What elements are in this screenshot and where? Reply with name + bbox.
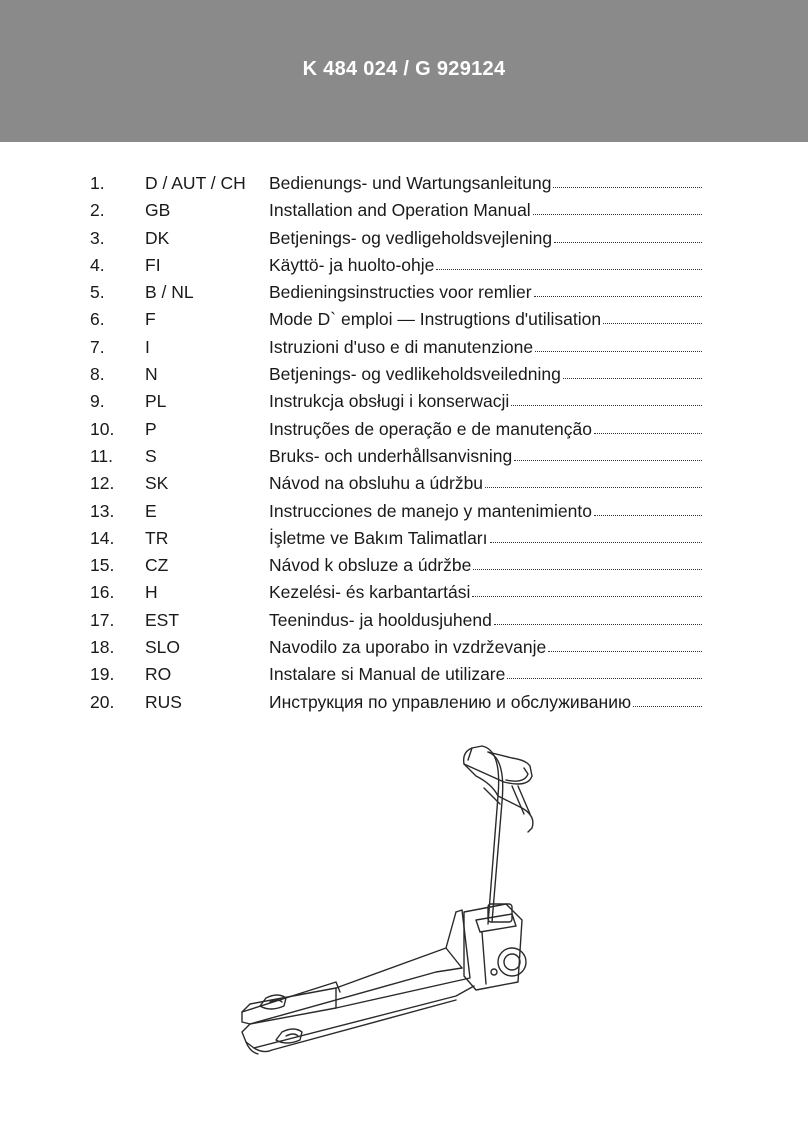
toc-language-code: GB	[145, 200, 171, 221]
dot-leader	[533, 210, 702, 215]
toc-number: 16.	[90, 582, 115, 603]
toc-title: İşletme ve Bakım Talimatları	[269, 527, 488, 548]
toc-row[interactable]	[90, 661, 702, 688]
dot-leader	[494, 620, 702, 625]
toc-number: 3.	[90, 227, 105, 248]
toc-language-code: PL	[145, 391, 167, 412]
toc-language-code: E	[145, 500, 157, 521]
dot-leader	[594, 429, 702, 434]
dot-leader	[514, 456, 702, 461]
toc-title: Kezelési- és karbantartási	[269, 582, 471, 603]
toc-row[interactable]	[90, 334, 702, 361]
dot-leader	[535, 347, 702, 352]
toc-language-code: F	[145, 309, 156, 330]
toc-language-code: SLO	[145, 637, 181, 658]
toc-number: 13.	[90, 500, 115, 521]
dot-leader	[548, 647, 702, 652]
dot-leader	[603, 319, 702, 324]
toc-row[interactable]	[90, 525, 702, 552]
toc-title: Teenindus- ja hooldusjuhend	[269, 609, 492, 630]
toc-row[interactable]	[90, 634, 702, 661]
toc-language-code: CZ	[145, 555, 169, 576]
toc-row[interactable]	[90, 170, 702, 197]
toc-row[interactable]	[90, 225, 702, 252]
dot-leader	[472, 592, 702, 597]
toc-title: Installation and Operation Manual	[269, 200, 531, 221]
toc-row[interactable]	[90, 197, 702, 224]
toc-number: 12.	[90, 473, 115, 494]
toc-language-code: I	[145, 336, 150, 357]
pallet-truck-icon	[236, 736, 548, 1060]
toc-number: 9.	[90, 391, 105, 412]
toc-language-code: B / NL	[145, 282, 194, 303]
toc-row[interactable]	[90, 470, 702, 497]
toc-number: 15.	[90, 555, 115, 576]
toc-language-code: SK	[145, 473, 169, 494]
toc-title: Käyttö- ja huolto-ohje	[269, 254, 435, 275]
toc-title: Bedieningsinstructies voor remlier	[269, 282, 532, 303]
toc-title: Bruks- och underhållsanvisning	[269, 445, 513, 466]
toc-row[interactable]	[90, 361, 702, 388]
toc-title: Instalare si Manual de utilizare	[269, 664, 506, 685]
toc-number: 1.	[90, 173, 105, 193]
toc-language-code: N	[145, 364, 158, 385]
toc-row[interactable]	[90, 689, 702, 716]
toc-number: 18.	[90, 637, 115, 658]
dot-leader	[563, 374, 702, 379]
toc-number: 14.	[90, 527, 115, 548]
header-bar	[0, 0, 808, 142]
toc-row[interactable]	[90, 443, 702, 470]
toc-row[interactable]	[90, 252, 702, 279]
dot-leader	[633, 702, 702, 707]
toc-number: 11.	[90, 445, 114, 466]
dot-leader	[594, 511, 702, 516]
table-of-contents	[90, 170, 702, 716]
toc-language-code: DK	[145, 227, 170, 248]
toc-number: 8.	[90, 364, 105, 385]
dot-leader	[507, 674, 702, 679]
dot-leader	[534, 292, 702, 297]
toc-title: Návod na obsluhu a údržbu	[269, 473, 484, 494]
pallet-truck-illustration	[236, 736, 548, 1060]
toc-row[interactable]	[90, 579, 702, 606]
toc-language-code: RO	[145, 664, 172, 685]
toc-row[interactable]	[90, 388, 702, 415]
toc-title: Mode D` emploi — Instrugtions d'utilisation	[269, 309, 602, 330]
toc-language-code: P	[145, 418, 157, 439]
toc-title: Instrucciones de manejo y mantenimiento	[269, 500, 592, 521]
toc-title: Betjenings- og vedlikeholdsveiledning	[269, 364, 561, 385]
toc-language-code: S	[145, 445, 157, 466]
toc-language-code: D / AUT / CH	[145, 173, 246, 193]
dot-leader	[554, 238, 702, 243]
toc-title: Instrukcja obsługi i konserwacji	[269, 391, 510, 412]
toc-number: 6.	[90, 309, 105, 330]
dot-leader	[511, 401, 702, 406]
toc-title: Bedienungs- und Wartungsanleitung	[269, 173, 552, 193]
dot-leader	[490, 538, 703, 543]
toc-number: 2.	[90, 200, 105, 221]
toc-title: Betjenings- og vedligeholdsvejlening	[269, 227, 553, 248]
toc-title: Instruções de operação e de manutenção	[269, 418, 592, 439]
toc-row[interactable]	[90, 498, 702, 525]
dot-leader	[436, 265, 702, 270]
toc-row[interactable]	[90, 607, 702, 634]
toc-title: Istruzioni d'uso e di manutenzione	[269, 336, 534, 357]
toc-number: 4.	[90, 254, 105, 275]
toc-row[interactable]	[90, 306, 702, 333]
toc-number: 19.	[90, 664, 115, 685]
dot-leader	[473, 565, 702, 570]
toc-language-code: FI	[145, 254, 161, 275]
toc-title: Navodilo za uporabo in vzdrževanje	[269, 637, 547, 658]
toc-number: 7.	[90, 336, 105, 357]
toc-language-code: EST	[145, 609, 180, 630]
toc-title: Návod k obsluze a údržbe	[269, 555, 472, 576]
toc-row[interactable]	[90, 279, 702, 306]
toc-language-code: TR	[145, 527, 169, 548]
dot-leader	[553, 183, 702, 188]
toc-row[interactable]	[90, 416, 702, 443]
toc-number: 17.	[90, 609, 115, 630]
toc-title: Инструкция по управлению и обслуживанию	[269, 691, 632, 712]
document-title: K 484 024 / G 929124	[302, 58, 506, 80]
toc-language-code: RUS	[145, 691, 182, 712]
toc-language-code: H	[145, 582, 158, 603]
toc-number: 20.	[90, 691, 115, 712]
toc-number: 10.	[90, 418, 115, 439]
dot-leader	[485, 483, 702, 488]
toc-number: 5.	[90, 282, 105, 303]
toc-row[interactable]	[90, 552, 702, 579]
